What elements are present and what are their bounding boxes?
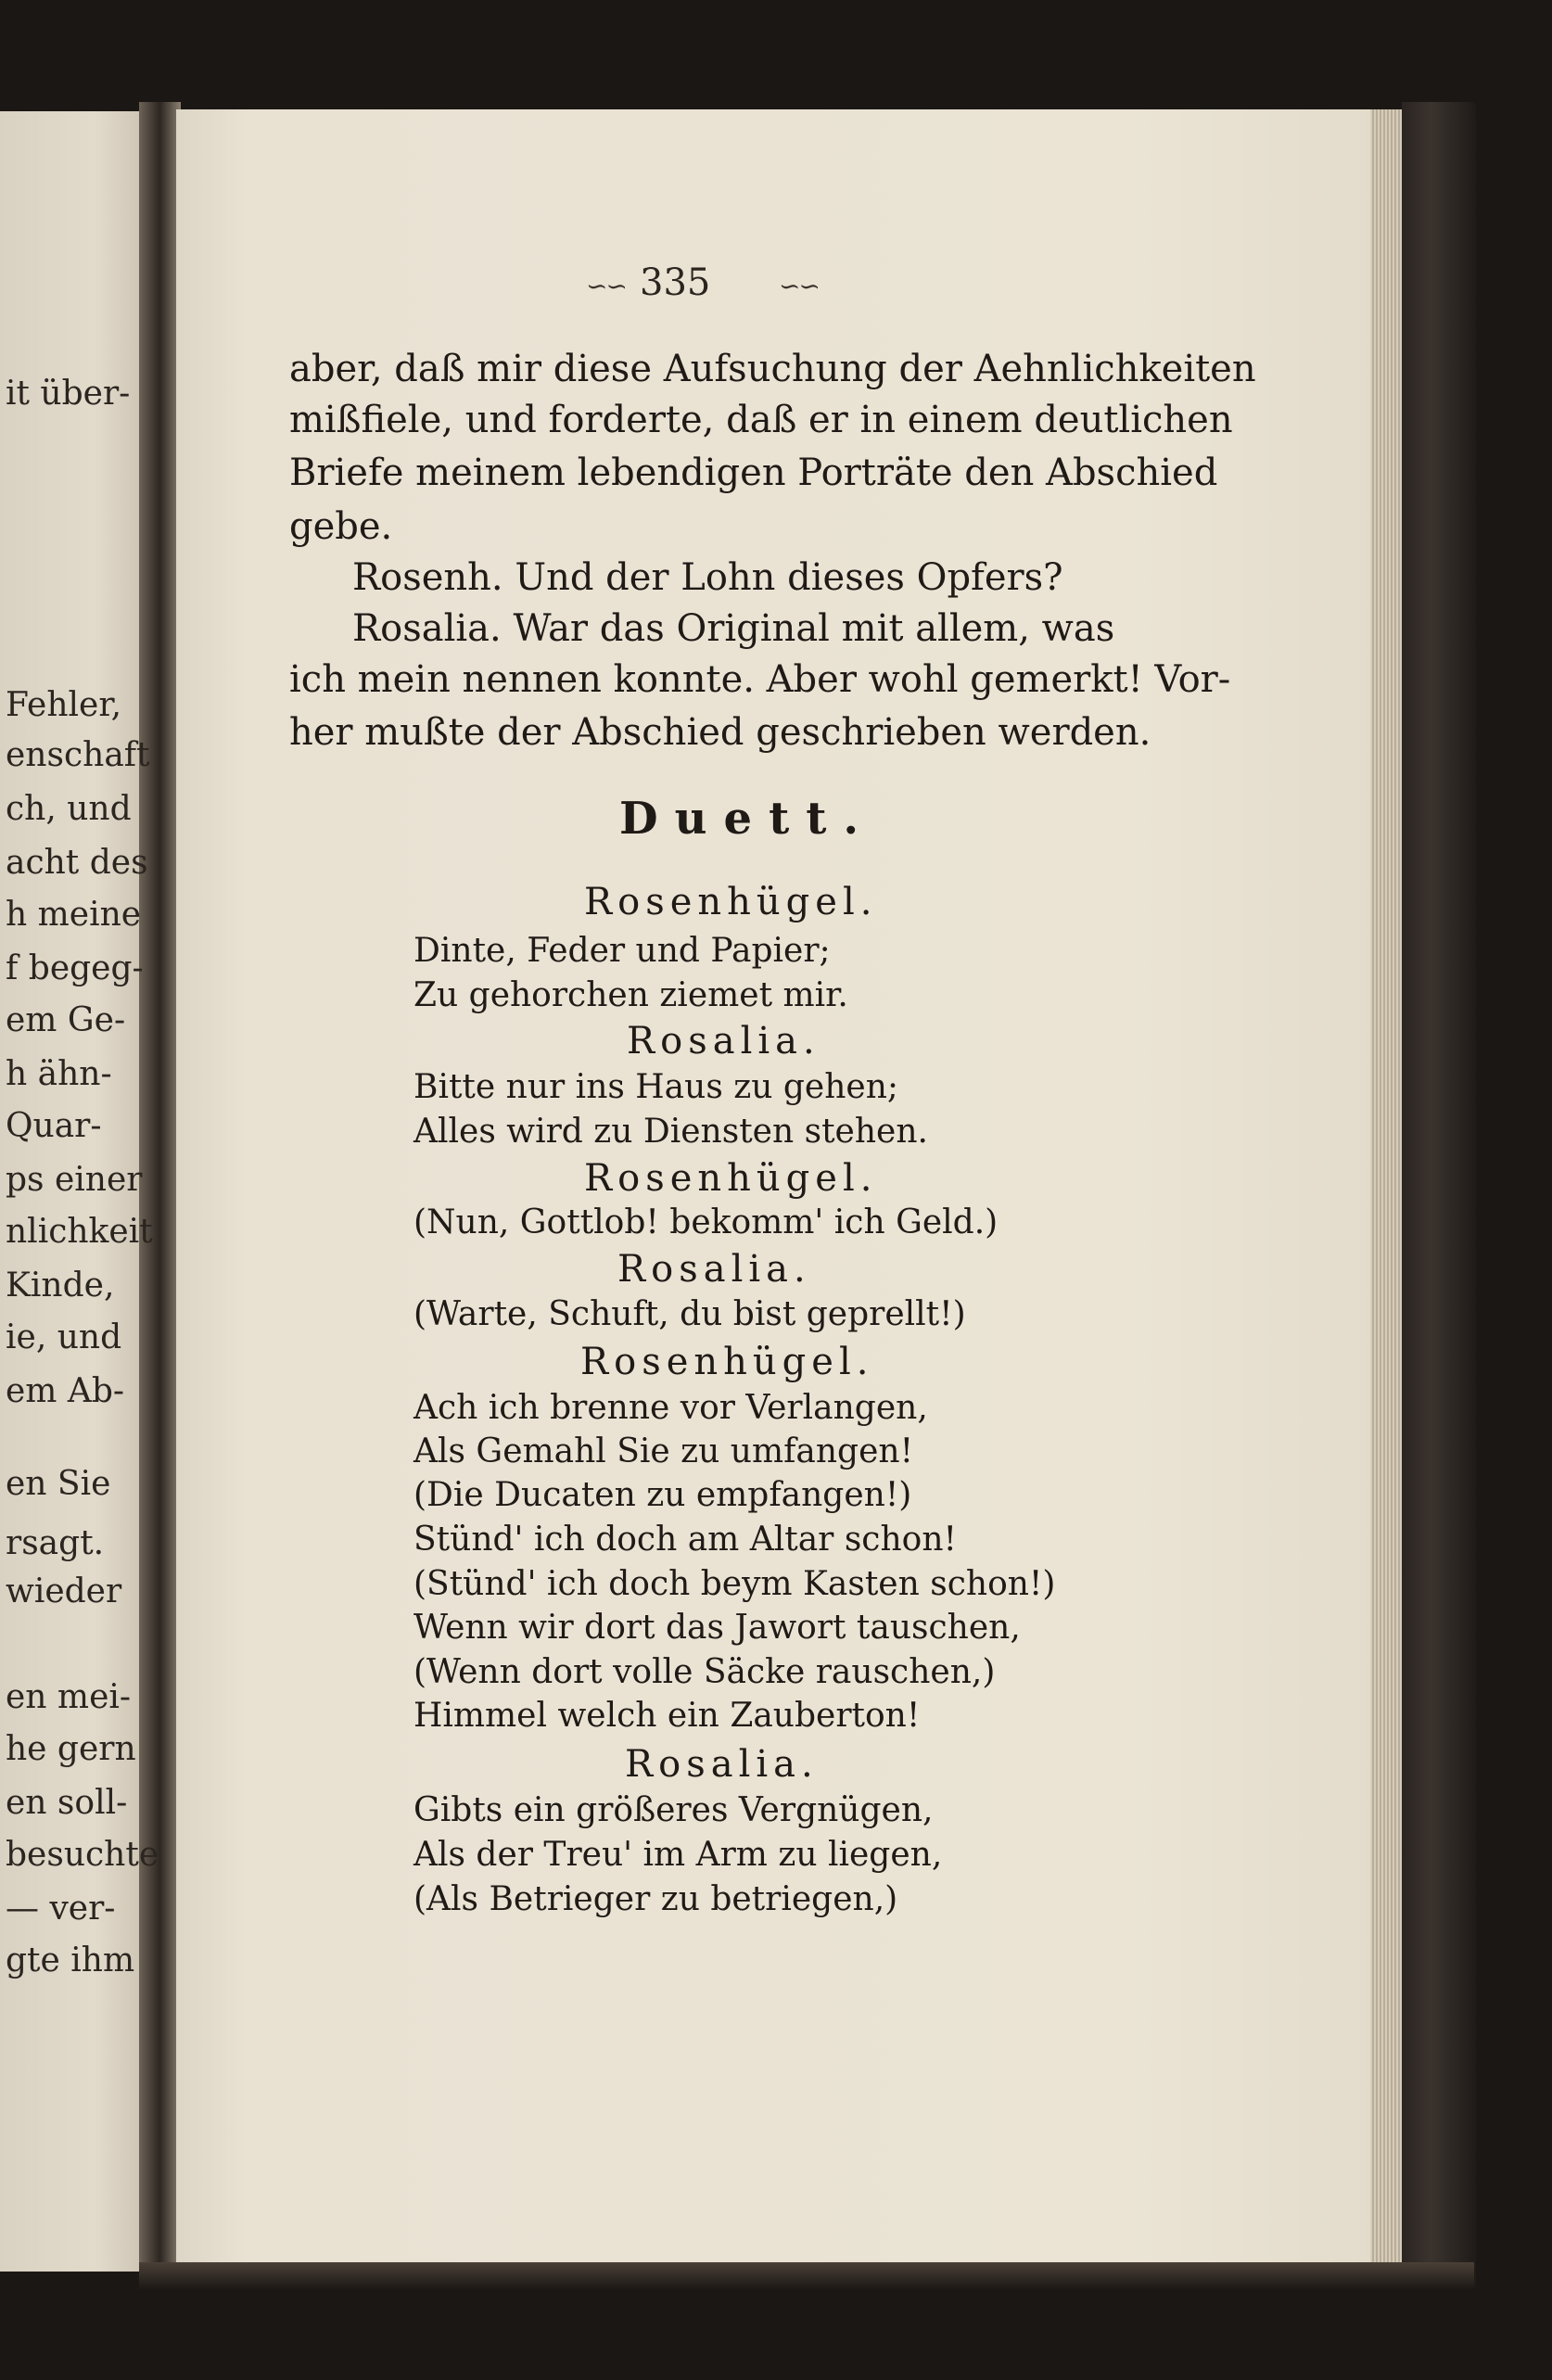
verse-line: Zu gehorchen ziemet mir. (413, 976, 848, 1014)
prose-line: mißfiele, und forderte, daß er in einem deutlichen (289, 399, 1233, 441)
left-fragment: — ver- (6, 1890, 116, 1928)
verse-line: Wenn wir dort das Jawort tauschen, (413, 1609, 1021, 1647)
verse-line: Gibts ein größeres Vergnügen, (413, 1791, 934, 1829)
verse-line: Himmel welch ein Zauberton! (413, 1697, 921, 1735)
verse-line: (Warte, Schuft, du bist geprellt!) (413, 1295, 966, 1333)
left-fragment: Fehler, (6, 686, 122, 724)
left-fragment: f begeg- (6, 949, 144, 987)
prose-line: Rosalia. War das Original mit allem, was (352, 607, 1115, 650)
bottom-shadow (139, 2262, 1474, 2290)
left-fragment: en Sie (6, 1465, 111, 1503)
left-fragment: rsagt. (6, 1524, 105, 1562)
book-cover (1402, 102, 1476, 2290)
left-fragment: ps einer (6, 1161, 143, 1199)
left-fragment: besuchte (6, 1836, 159, 1874)
verse-line: (Wenn dort volle Säcke rauschen,) (413, 1653, 996, 1691)
speaker-label: Rosalia. (617, 1248, 811, 1291)
page-edges (1370, 109, 1404, 2266)
verse-line: (Nun, Gottlob! bekomm' ich Geld.) (413, 1203, 999, 1241)
verse-line: (Als Betrieger zu betriegen,) (413, 1880, 898, 1918)
prose-line: Rosenh. Und der Lohn dieses Opfers? (352, 556, 1063, 599)
left-fragment: en mei- (6, 1678, 132, 1716)
speaker-label: Rosenhügel. (584, 881, 878, 923)
prose-line: her mußte der Abschied geschrieben werden. (289, 711, 1151, 754)
book-gutter (139, 102, 181, 2281)
speaker-label: Rosenhügel. (584, 1157, 878, 1200)
verse-line: Als Gemahl Sie zu umfangen! (413, 1432, 914, 1470)
left-fragment: Kinde, (6, 1266, 115, 1305)
left-fragment: h ähn- (6, 1055, 112, 1093)
left-fragment: Quar- (6, 1107, 102, 1145)
page-number: 335 (640, 261, 711, 304)
section-title: Duett. (619, 793, 876, 845)
verse-line: Als der Treu' im Arm zu liegen, (413, 1836, 943, 1874)
left-fragment: he gern (6, 1730, 136, 1768)
prose-line: aber, daß mir diese Aufsuchung der Aehnlichkeiten (289, 348, 1256, 390)
left-fragment: ch, und (6, 790, 132, 828)
verse-line: Dinte, Feder und Papier; (413, 932, 831, 970)
left-fragment: enschaft (6, 736, 150, 774)
left-fragment: it über- (6, 375, 131, 413)
speaker-label: Rosalia. (627, 1020, 821, 1063)
left-fragment: h meine (6, 896, 142, 934)
left-fragment: ie, und (6, 1318, 122, 1356)
verse-line: Bitte nur ins Haus zu gehen; (413, 1068, 899, 1106)
speaker-label: Rosenhügel. (580, 1341, 874, 1383)
left-fragment: em Ab- (6, 1372, 125, 1410)
ornament-right: ∽∽ (779, 271, 819, 301)
verse-line: (Stünd' ich doch beym Kasten schon!) (413, 1565, 1056, 1603)
prose-line: Briefe meinem lebendigen Porträte den Abschied (289, 452, 1218, 494)
verse-line: Alles wird zu Diensten stehen. (413, 1113, 928, 1151)
left-fragment: gte ihm (6, 1941, 135, 1979)
left-fragment: acht des (6, 844, 148, 882)
left-fragment: nlichkeit (6, 1213, 153, 1251)
speaker-label: Rosalia. (625, 1743, 819, 1786)
left-fragment: en soll- (6, 1784, 128, 1822)
ornament-left: ∽∽ (586, 271, 626, 301)
verse-line: Ach ich brenne vor Verlangen, (413, 1389, 928, 1427)
verse-line: (Die Ducaten zu empfangen!) (413, 1476, 912, 1514)
prose-line: ich mein nennen konnte. Aber wohl gemerkt! Vor- (289, 658, 1231, 701)
verse-line: Stünd' ich doch am Altar schon! (413, 1521, 957, 1559)
left-fragment: em Ge- (6, 1001, 126, 1039)
left-fragment: wieder (6, 1572, 122, 1610)
prose-line: gebe. (289, 505, 393, 548)
